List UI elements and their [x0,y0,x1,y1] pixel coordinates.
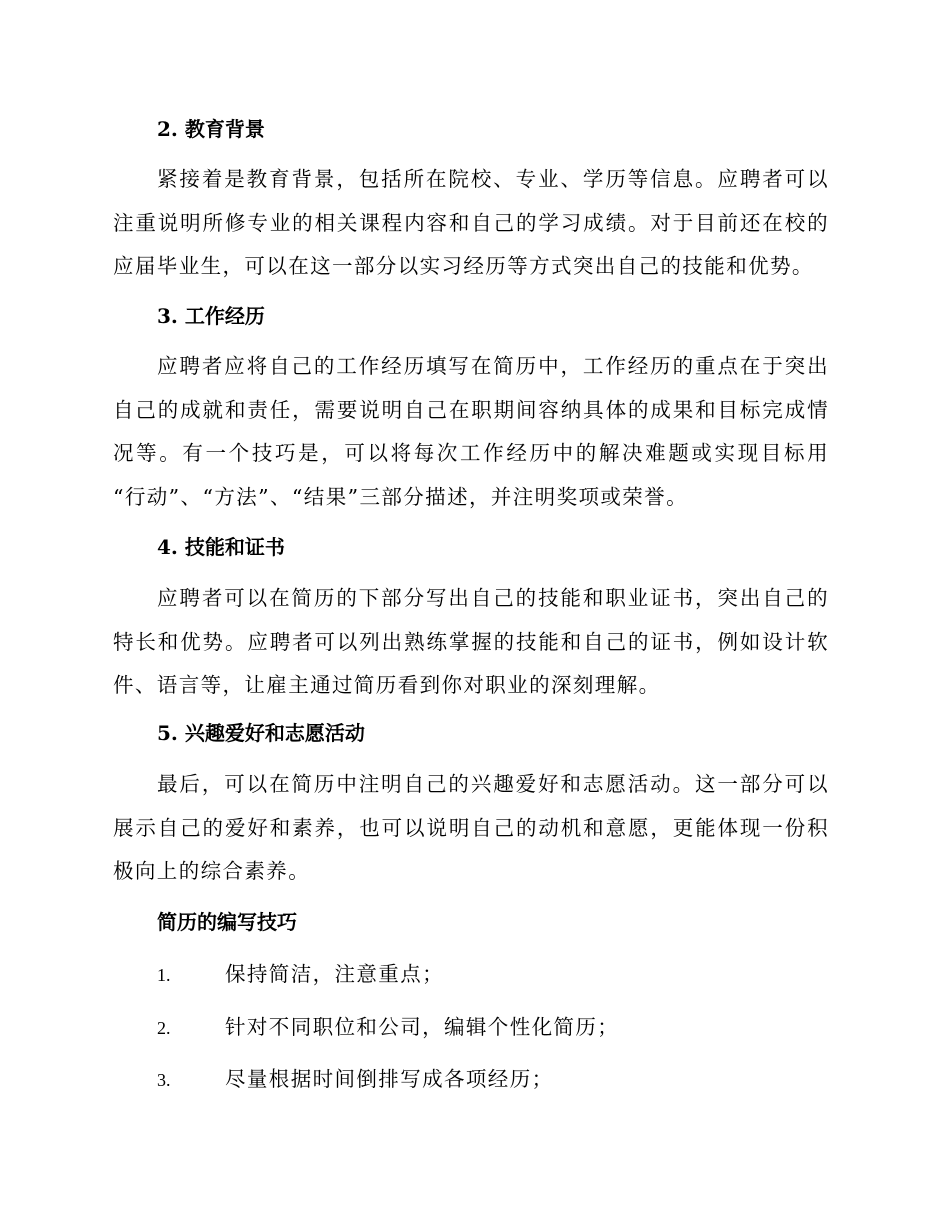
list-number: 3. [157,1070,171,1090]
list-item [157,960,444,989]
list-text: 针对不同职位和公司，编辑个性化简历； [225,1015,620,1039]
section-heading-work: 3. 工作经历 [157,304,265,328]
list-number: 2. [157,1018,171,1038]
section-heading-education: 2. 教育背景 [157,117,265,141]
section-body-interests: 最后，可以在简历中注明自己的兴趣爱好和志愿活动。这一部分可以展示自己的爱好和素养，也可以说明自己的动机和意愿，更能体现一份积极向上的综合素养。 [113,772,829,883]
list-item [157,1065,554,1094]
section-heading-skills: 4. 技能和证书 [157,535,285,559]
section-body-education: 紧接着是教育背景，包括所在院校、专业、学历等信息。应聘者可以注重说明所修专业的相关课程内容和自己的学习成绩。对于目前还在校的应届毕业生，可以在这一部分以实习经历等方式突出自己的技能和优势。 [113,167,829,278]
list-item [157,1013,619,1042]
list-text: 保持简洁，注意重点； [225,962,444,986]
section-body-work: 应聘者应将自己的工作经历填写在简历中，工作经历的重点在于突出自己的成就和责任，需要说明自己在职期间容纳具体的成果和目标完成情况等。有一个技巧是，可以将每次工作经历中的解决难题或实现目标用 “行动”、“方法”、“结果”三部分描述，并注明奖项或荣誉。 [113,354,829,509]
section-heading-interests: 5. 兴趣爱好和志愿活动 [157,721,365,745]
list-number: 1. [157,965,171,985]
list-text: 尽量根据时间倒排写成各项经历； [225,1067,554,1091]
section-body-skills: 应聘者可以在简历的下部分写出自己的技能和职业证书，突出自己的特长和优势。应聘者可以列出熟练掌握的技能和自己的证书，例如设计软件、语言等，让雇主通过简历看到你对职业的深刻理解。 [113,586,829,697]
tips-heading: 简历的编写技巧 [157,910,297,934]
